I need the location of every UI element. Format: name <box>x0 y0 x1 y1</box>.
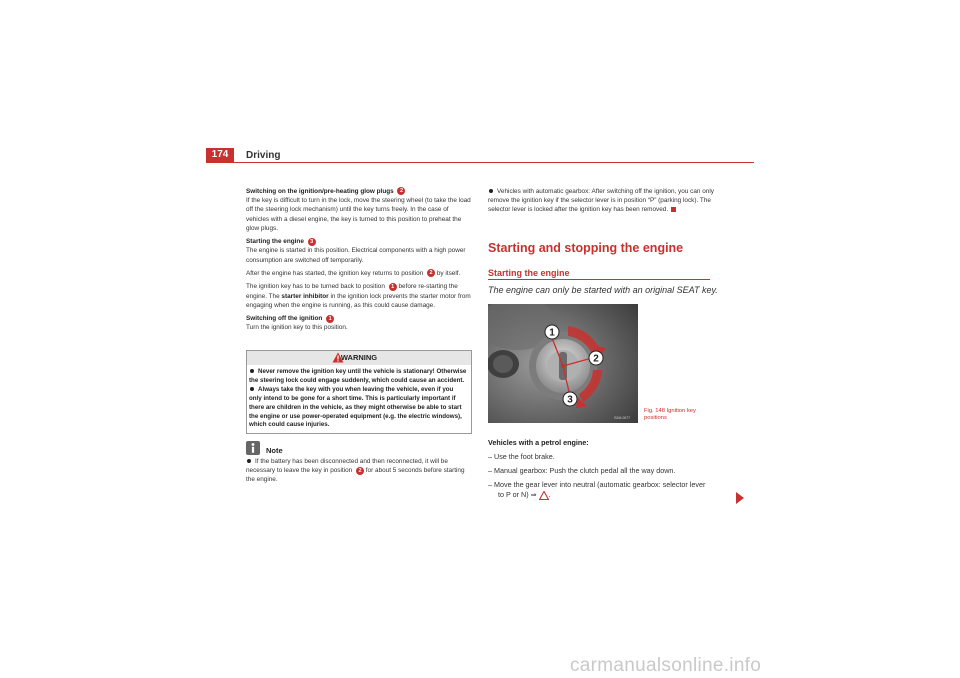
body-text: Turn the ignition key to this position. <box>246 324 348 332</box>
warning-triangle-icon[interactable] <box>539 491 549 500</box>
step-text: Move the gear lever into neutral (automatic gearbox: selector lever to P or N) <box>494 480 706 499</box>
bullet-icon <box>250 387 254 391</box>
subsection-title: Starting the engine <box>488 268 570 278</box>
dash: – <box>488 466 492 475</box>
step-item <box>488 452 710 462</box>
warning-title: WARNING <box>340 353 378 362</box>
step-text: Manual gearbox: Push the clutch pedal all the way down. <box>494 466 676 475</box>
end-of-section-icon <box>671 207 676 212</box>
info-icon <box>246 441 260 455</box>
note-text: If the battery has been disconnected and then reconnected, it will be necessary to leave the key in position <box>246 458 448 475</box>
bullet-icon <box>489 189 493 193</box>
position-marker: 1 <box>326 315 334 323</box>
figure-caption: Fig. 148 Ignition key positions <box>644 408 696 421</box>
figure-label-1: 1 <box>549 327 555 339</box>
bold-term: starter inhibitor <box>281 292 329 300</box>
dash: – <box>488 480 492 489</box>
figure-label-2: 2 <box>593 353 599 365</box>
heading-switch-off: Switching off the ignition <box>246 315 323 323</box>
warning-item <box>249 386 467 431</box>
body-text: before re-starting the engine. The <box>246 283 458 300</box>
right-top-bullet <box>488 187 714 215</box>
subsection-rule <box>488 279 710 280</box>
note-body <box>246 457 472 485</box>
warning-text: Never remove the ignition key until the vehicle is stationary! Otherwise the steering lock could engage suddenly, which could cause an accident. <box>249 368 467 384</box>
position-marker: 3 <box>308 238 316 246</box>
heading-starting-engine: Starting the engine <box>246 238 304 246</box>
position-marker: 2 <box>427 269 435 277</box>
ignition-lock-illustration <box>488 304 638 423</box>
watermark: carmanualsonline.info <box>570 655 762 676</box>
figure-label-3: 3 <box>567 394 573 406</box>
header-rule <box>206 162 754 163</box>
body-text: After the engine has started, the ignition key returns to position <box>246 270 424 277</box>
step-item <box>488 466 710 476</box>
warning-text: Always take the key with you when leaving the vehicle, even if you only intend to be gone for a short time. This is particularly important if there are children in the vehicle, as they might otherwise be able to start the engine or use power-operated equipment (e.g. the electric windows), which could cause injuries. <box>249 385 462 429</box>
section-title: Starting and stopping the engine <box>488 241 684 255</box>
figure-code: B1M-0077 <box>614 416 630 420</box>
paragraph-glow-plugs <box>246 187 472 233</box>
paragraph-restart <box>246 282 472 310</box>
heading-glow-plugs: Switching on the ignition/pre-heating glow plugs <box>246 188 394 195</box>
paragraph-switch-off <box>246 314 472 332</box>
next-page-arrow-icon[interactable] <box>736 492 744 504</box>
bullet-text: Vehicles with automatic gearbox: After switching off the ignition, you can only remove the ignition key if the selector lever is in position “P” (parking lock). The selector lever is locked after the ignition key has been removed. <box>488 188 714 214</box>
body-text: If the key is difficult to turn in the lock, move the steering wheel (to take the load off the steering lock mechanism) until the key turns freely. In the case of vehicles with a diesel engine, the key is turned to this position to preheat the glow plugs. <box>246 197 471 232</box>
step-item: – Move the gear lever into neutral (automatic gearbox: selector lever to P or N) ⇒ . <box>488 480 706 499</box>
warning-box <box>246 350 472 434</box>
note-icon <box>246 441 260 455</box>
step-text: Use the foot brake. <box>494 452 555 461</box>
left-column <box>246 187 472 337</box>
position-marker: 2 <box>356 467 364 475</box>
body-text: by itself. <box>436 270 461 277</box>
warning-body <box>249 368 467 430</box>
paragraph-after-start <box>246 269 472 278</box>
position-marker: 1 <box>389 283 397 291</box>
dash: – <box>488 452 492 461</box>
petrol-engine-steps <box>488 438 710 504</box>
petrol-heading: Vehicles with a petrol engine: <box>488 438 589 447</box>
page-title: Driving <box>246 150 281 161</box>
body-text: The engine is started in this position. Electrical components with a high power consumption are switched off temporarily. <box>246 247 466 264</box>
page-number: 174 <box>206 148 234 162</box>
bullet-icon <box>250 369 254 373</box>
note-text: for about 5 seconds before starting the engine. <box>246 467 465 484</box>
intro-text: The engine can only be started with an original SEAT key. <box>488 285 718 295</box>
reference-arrow[interactable]: ⇒ <box>530 490 537 499</box>
body-text: The ignition key has to be turned back to position <box>246 283 385 291</box>
ignition-key-figure <box>488 304 638 423</box>
warning-item <box>249 368 467 386</box>
bullet-icon <box>247 459 251 463</box>
note-title: Note <box>266 446 283 455</box>
position-marker: 2 <box>397 187 405 195</box>
body-text: in the ignition lock prevents the starter motor from engaging when the engine is running, as this could cause damage. <box>246 292 471 309</box>
paragraph-starting <box>246 237 472 265</box>
